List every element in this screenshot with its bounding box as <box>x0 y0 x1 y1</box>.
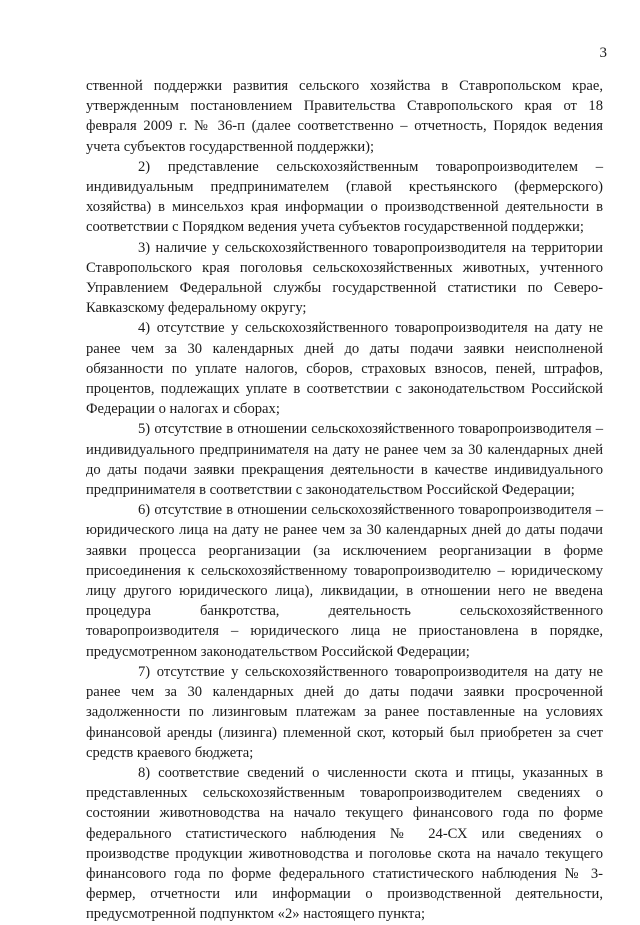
paragraph-item-4: 4) отсутствие у сельскохозяйственного товаропроизводителя на дату не ранее чем за 30 календарных дней до даты подачи заявки неисполненой обязанности по уплате налогов, сборов, страховых взносов, пеней, штрафов, процентов, подлежащих уплате в соответствии с законодательством Российской Федерации о налогах и сборах; <box>86 320 603 418</box>
page-number: 3 <box>599 45 607 61</box>
paragraph-continuation: ственной поддержки развития сельского хозяйства в Ставропольском крае, утвержденным постановлением Правительства Ставропольского края от 18 февраля 2009 г. № 36-п (далее соответственно – отчетность, Порядок ведения учета субъектов государственной поддержки); <box>86 78 603 155</box>
paragraph-item-2: 2) представление сельскохозяйственным товаропроизводителем – индивидуальным предпринимателем (главой крестьянского (фермерского) хозяйства) в минсельхоз края информации о производственной деятельности в соответствии с Порядком ведения учета субъектов государственной поддержки; <box>86 158 603 236</box>
paragraph-item-7: 7) отсутствие у сельскохозяйственного товаропроизводителя на дату не ранее чем за 30 календарных дней до даты подачи заявки просроченной задолженности по лизинговым платежам за ранее поставленные на условиях финансовой аренды (лизинга) племенной скот, который был приобретен за счет средств краевого бюджета; <box>86 663 603 761</box>
document-body <box>86 76 603 925</box>
paragraph-item-8: 8) соответствие сведений о численности скота и птицы, указанных в представленных сельскохозяйственным товаропроизводителем сведениях о состоянии животноводства на начало текущего финансового года по форме федерального статистического наблюдения № 24-СХ или сведениях о производстве продукции животноводства и поголовье скота на начало текущего финансового года по форме федерального статистического наблюдения № 3-фермер, отчетности или информации о производственной деятельности, предусмотренной подпунктом «2» настоящего пункта; <box>86 764 603 923</box>
paragraph-item-6: 6) отсутствие в отношении сельскохозяйственного товаропроизводителя – юридического лица на дату не ранее чем за 30 календарных дней до даты подачи заявки процесса реорганизации (за исключением реорганизации в форме присоединения к сельскохозяйственному товаропроизводителю – юридическому лицу другого юридического лица), ликвидации, в отношении него не введена процедура банкротства, деятельность сельскохозяйственного товаропроизводителя – юридического лица не приостановлена в порядке, предусмотренном законодательством Российской Федерации; <box>86 502 603 660</box>
paragraph-item-5: 5) отсутствие в отношении сельскохозяйственного товаропроизводителя – индивидуального предпринимателя на дату не ранее чем за 30 календарных дней до даты подачи заявки прекращения деятельности в качестве индивидуального предпринимателя в соответствии с законодательством Российской Федерации; <box>86 421 603 499</box>
paragraph-item-3: 3) наличие у сельскохозяйственного товаропроизводителя на территории Ставропольского края поголовья сельскохозяйственных животных, учтенного Управлением Федеральной службы государственной статистики по Северо-Кавказскому федеральному округу; <box>86 239 603 317</box>
